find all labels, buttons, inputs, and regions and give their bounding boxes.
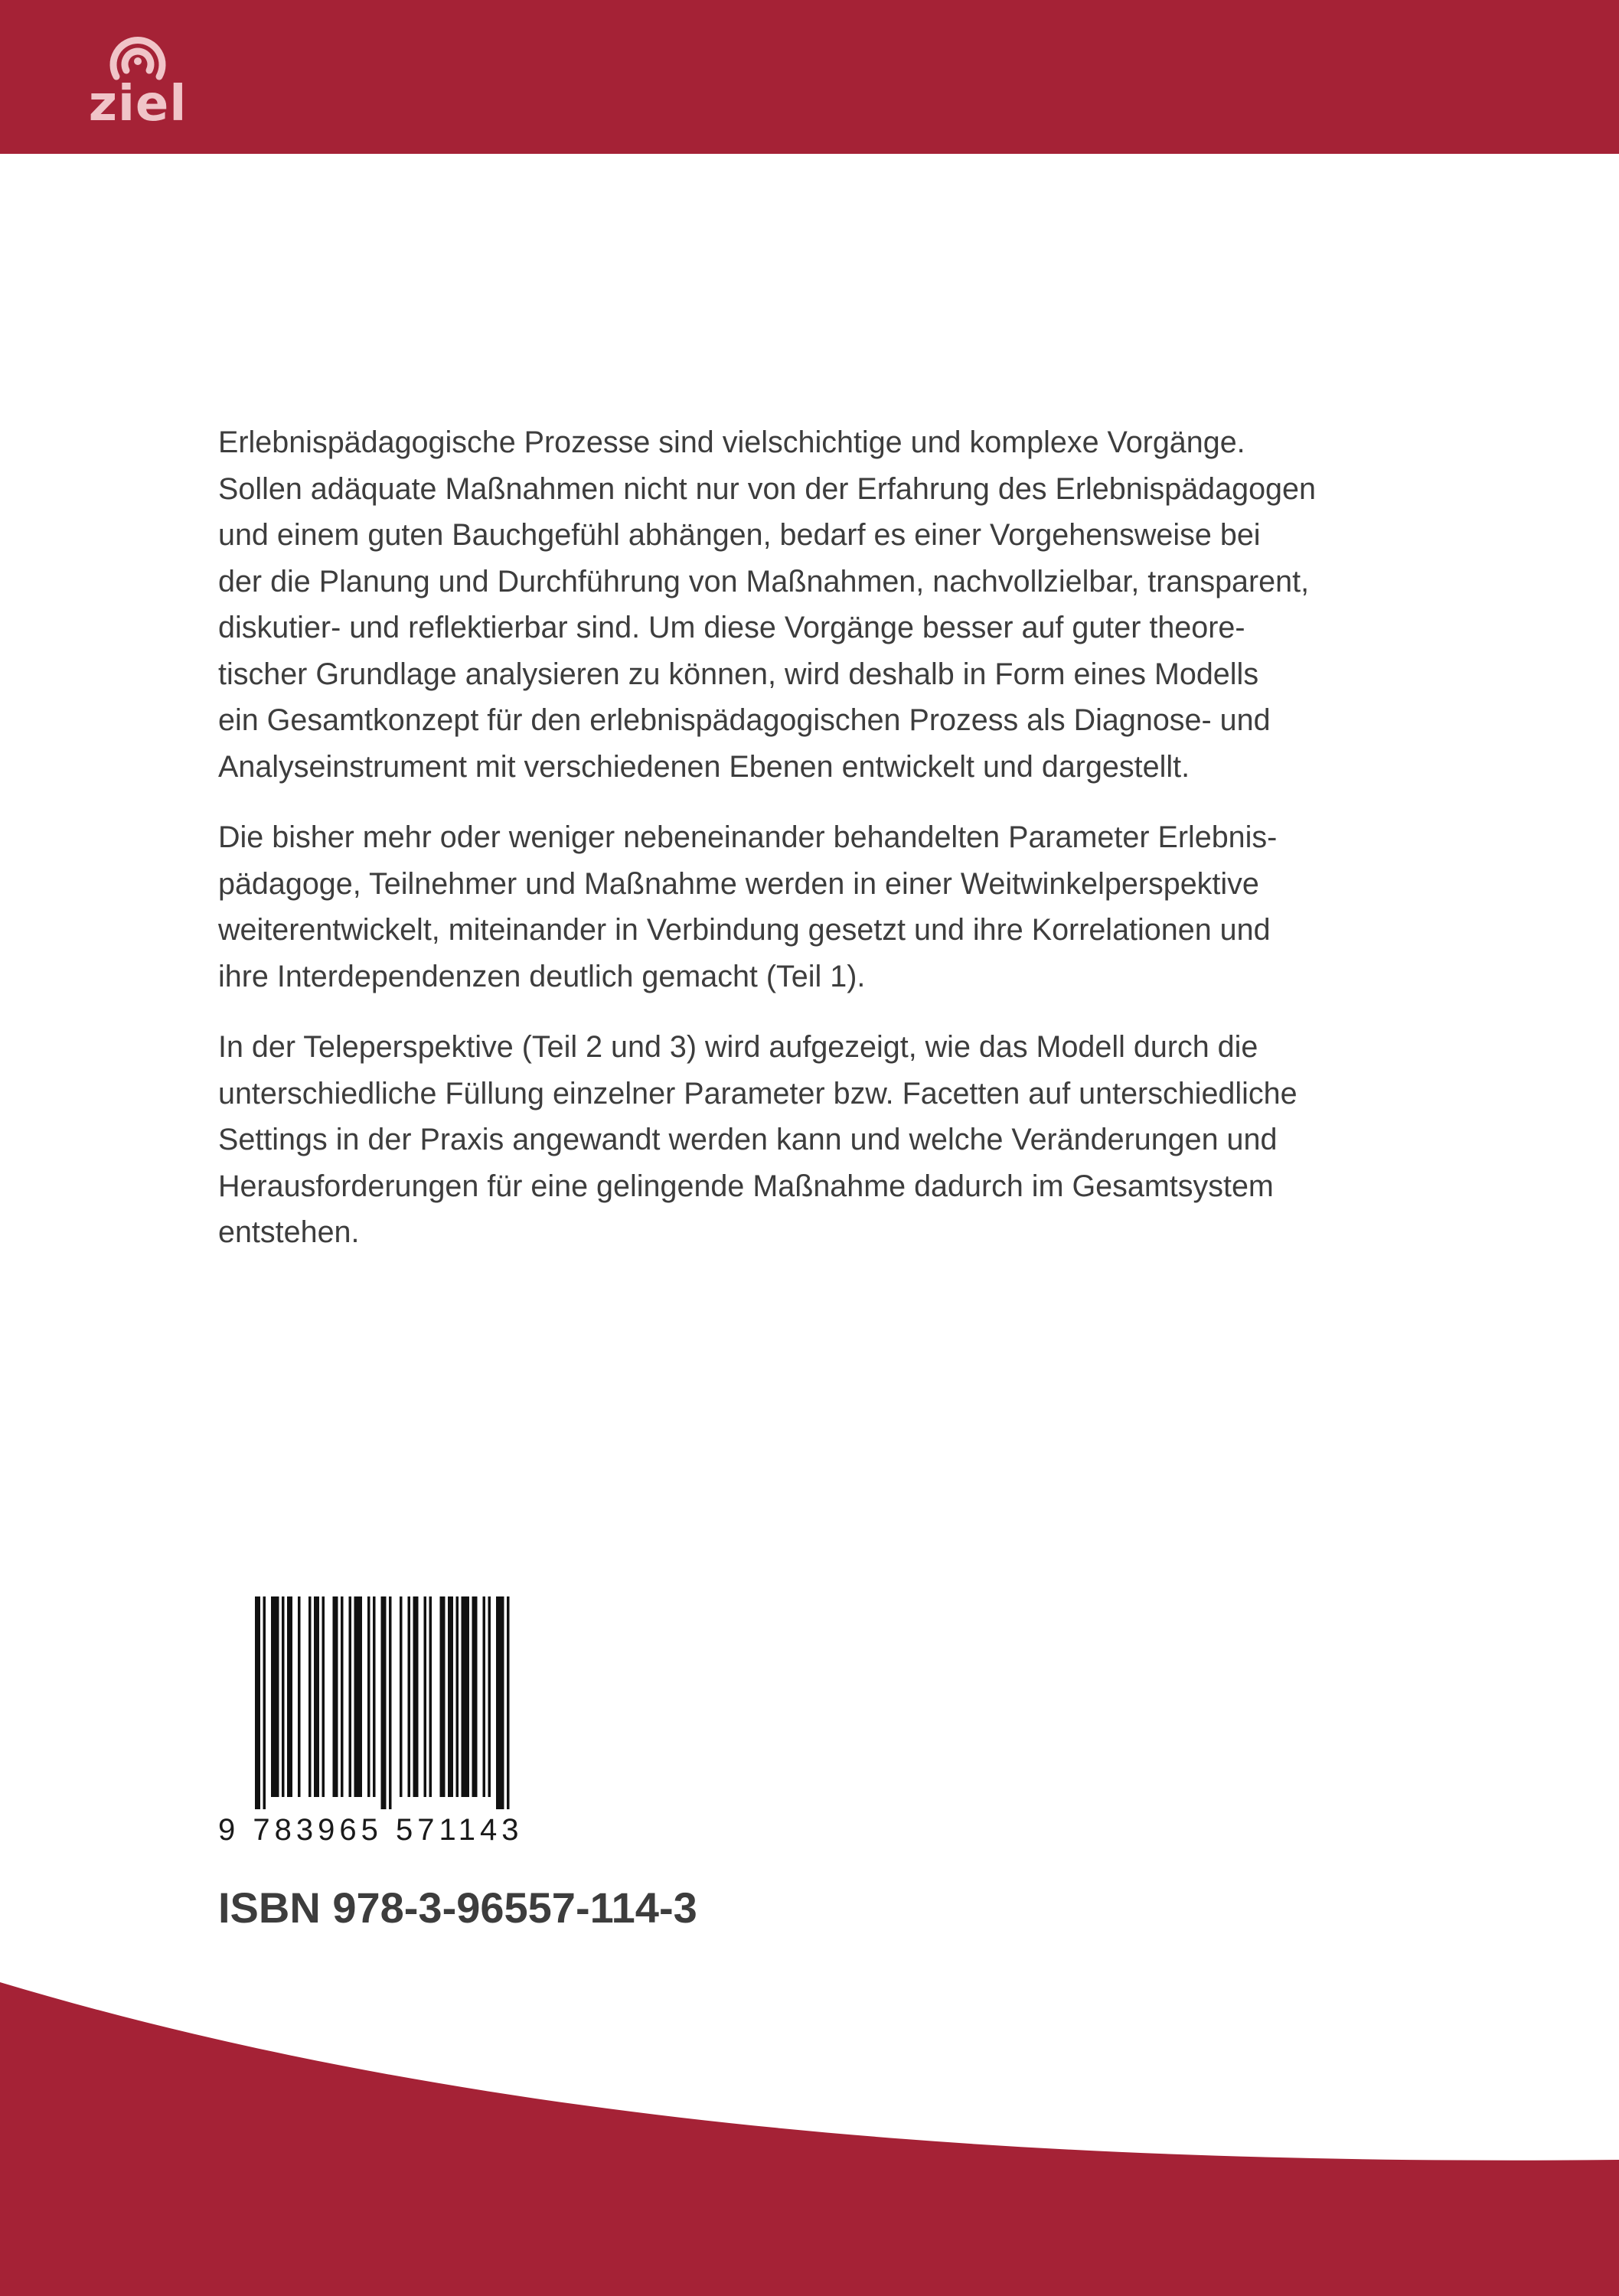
barcode-bar	[472, 1596, 478, 1797]
barcode-bar	[314, 1596, 319, 1797]
barcode-bar	[367, 1596, 370, 1797]
logo-wordmark: ziel	[88, 76, 188, 132]
header-band	[0, 0, 1619, 154]
blurb-paragraph-3: In der Teleperspektive (Teil 2 und 3) wird aufgezeigt, wie das Modell durch die unterschiedliche Füllung einzelner Parameter bzw. Facetten auf unterschiedliche Settings in der Praxis angewandt werden kann und welche Veränderungen und Herausforderungen für eine gelingende Maßnahme dadurch im Gesamtsystem entstehen.	[218, 1030, 1297, 1249]
blurb-paragraph-1: Erlebnispädagogische Prozesse sind vielschichtige und komplexe Vorgänge. Sollen adäquate Maßnahmen nicht nur von der Erfahrung des Erlebnispädagogen und einem guten Bauchgefühl abhängen, bedarf es einer Vorgehensweise bei der die Planung und Durchführung von Maßnahmen, nachvollzielbar, transparent, diskutier- und reflektierbar sind. Um diese Vorgänge besser auf guter theore- tischer Grundlage analysieren zu können, wird deshalb in Form eines Modells ein Gesamtkonzept für den erlebnispädagogischen Prozess als Diagnose- und Analyseinstrument mit verschiedenen Ebenen entwickelt und dargestellt.	[218, 426, 1316, 784]
barcode-bar	[298, 1596, 301, 1797]
isbn-barcode	[218, 1596, 555, 1857]
blurb-paragraph-2: Die bisher mehr oder weniger nebeneinander behandelten Parameter Erlebnis- pädagoge, Teilnehmer und Maßnahme werden in einer Weitwinkelperspektive weiterentwickelt, miteinander in Verbindung gesetzt und ihre Korrelationen und ihre Interdependenzen deutlich gemacht (Teil 1).	[218, 820, 1278, 993]
barcode-bar	[381, 1596, 387, 1809]
barcode-bar	[255, 1596, 260, 1809]
barcode-bar	[462, 1596, 470, 1797]
publisher-logo	[84, 26, 191, 133]
barcode-bar	[287, 1596, 292, 1797]
barcode-bar	[413, 1596, 419, 1797]
barcode-bar	[271, 1596, 279, 1797]
isbn-number: ISBN 978-3-96557-114-3	[218, 1883, 697, 1932]
barcode-bar	[373, 1596, 376, 1797]
barcode-bar	[263, 1596, 266, 1809]
barcode-bar	[322, 1596, 325, 1797]
barcode-bar	[282, 1596, 285, 1797]
barcode-bar	[496, 1596, 504, 1809]
barcode-bar	[408, 1596, 411, 1797]
barcode-bar	[429, 1596, 432, 1797]
barcode-bar	[507, 1596, 510, 1809]
barcode-digits: 9 783965 571143	[218, 1813, 524, 1847]
barcode-bar	[488, 1596, 491, 1797]
footer-wave	[0, 1959, 1619, 2296]
barcode-bar	[448, 1596, 453, 1797]
barcode-bar	[456, 1596, 459, 1797]
barcode-bar	[440, 1596, 446, 1797]
barcode-bar	[341, 1596, 344, 1797]
back-cover-blurb	[218, 419, 1412, 1280]
barcode-bar	[389, 1596, 392, 1809]
barcode-bar	[333, 1596, 338, 1797]
barcode-bar	[308, 1596, 312, 1797]
barcode-bar	[354, 1596, 363, 1797]
barcode-bar	[424, 1596, 427, 1797]
barcode-bars	[218, 1596, 555, 1809]
barcode-bar	[400, 1596, 403, 1797]
barcode-bar	[483, 1596, 486, 1797]
barcode-bar	[349, 1596, 352, 1797]
